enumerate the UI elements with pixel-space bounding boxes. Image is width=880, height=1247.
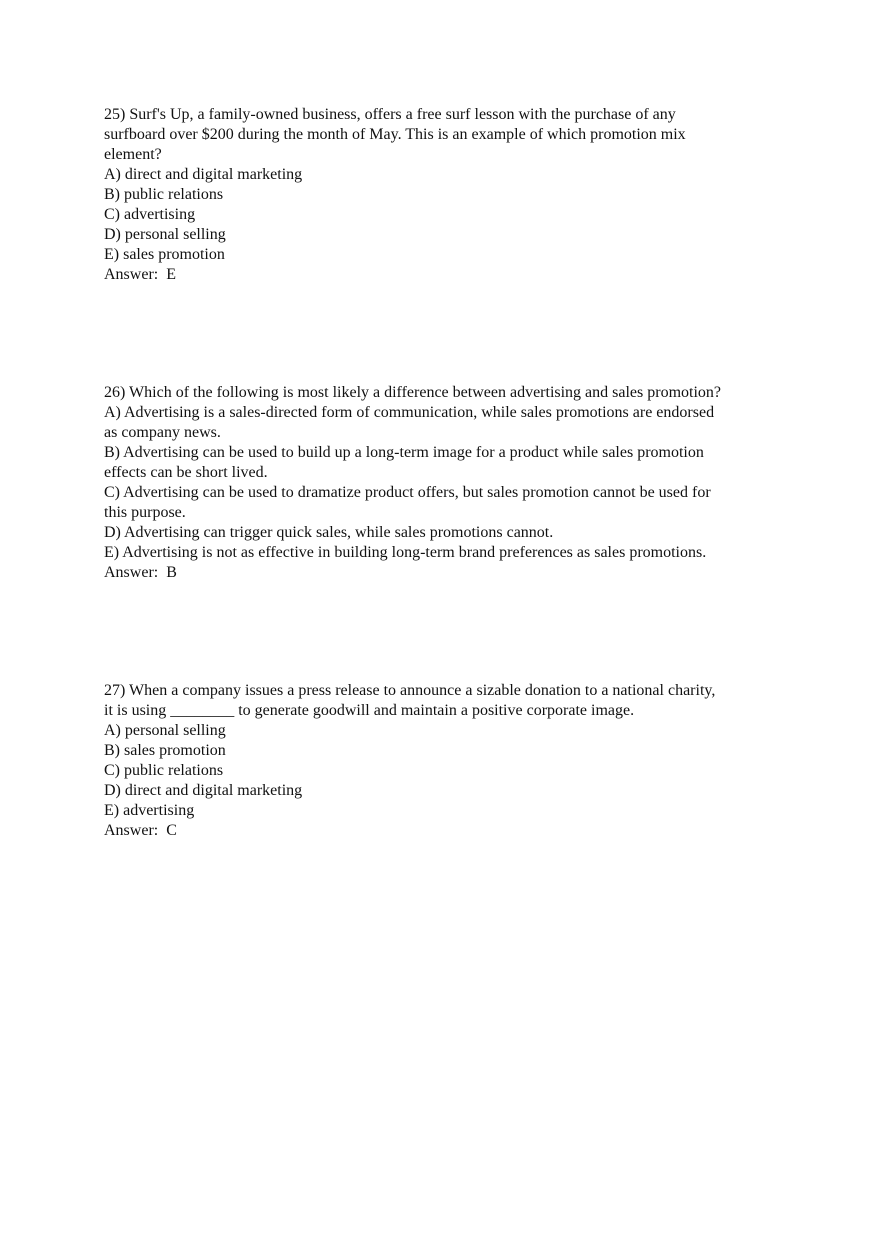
option-text: E) advertising (104, 802, 195, 819)
answer-key: Answer: C (104, 822, 177, 839)
option-text: B) public relations (104, 186, 224, 203)
question-text-line: 27) When a company issues a press release to announce a sizable donation to a national charity, (104, 682, 716, 699)
question-26 (104, 383, 784, 583)
option-text: A) personal selling (104, 722, 226, 739)
option-b (104, 741, 784, 761)
option-text: D) direct and digital marketing (104, 782, 303, 799)
answer-key: Answer: B (104, 564, 177, 581)
question-stem (104, 383, 784, 403)
option-b (104, 443, 784, 483)
option-text-continued: as company news. (104, 424, 221, 441)
option-c (104, 205, 784, 225)
option-a (104, 165, 784, 185)
option-e (104, 801, 784, 821)
question-27 (104, 681, 784, 841)
question-stem (104, 105, 784, 165)
option-text: D) Advertising can trigger quick sales, while sales promotions cannot. (104, 524, 554, 541)
question-stem (104, 681, 784, 721)
option-text: A) Advertising is a sales-directed form of communication, while sales promotions are endorsed (104, 404, 715, 421)
answer-key: Answer: E (104, 266, 176, 283)
option-text: D) personal selling (104, 226, 226, 243)
question-text-line: element? (104, 146, 162, 163)
option-text: B) Advertising can be used to build up a long-term image for a product while sales promotion (104, 444, 704, 461)
option-e (104, 543, 784, 563)
option-text: C) public relations (104, 762, 224, 779)
option-text: E) Advertising is not as effective in building long-term brand preferences as sales promotions. (104, 544, 707, 561)
option-c (104, 761, 784, 781)
option-d (104, 781, 784, 801)
option-text-continued: effects can be short lived. (104, 464, 268, 481)
option-text: C) Advertising can be used to dramatize product offers, but sales promotion cannot be used for (104, 484, 711, 501)
option-text-continued: this purpose. (104, 504, 186, 521)
option-d (104, 523, 784, 543)
option-text: E) sales promotion (104, 246, 225, 263)
option-b (104, 185, 784, 205)
option-d (104, 225, 784, 245)
question-text-line: 25) Surf's Up, a family-owned business, offers a free surf lesson with the purchase of any (104, 106, 676, 123)
option-text: B) sales promotion (104, 742, 226, 759)
option-a (104, 403, 784, 443)
question-text-line: 26) Which of the following is most likely a difference between advertising and sales promotion? (104, 384, 722, 401)
option-c (104, 483, 784, 523)
option-text: C) advertising (104, 206, 196, 223)
question-text-line: surfboard over $200 during the month of May. This is an example of which promotion mix (104, 126, 686, 143)
option-e (104, 245, 784, 265)
question-25 (104, 105, 784, 285)
option-a (104, 721, 784, 741)
question-text-line: it is using ________ to generate goodwill and maintain a positive corporate image. (104, 702, 635, 719)
option-text: A) direct and digital marketing (104, 166, 303, 183)
